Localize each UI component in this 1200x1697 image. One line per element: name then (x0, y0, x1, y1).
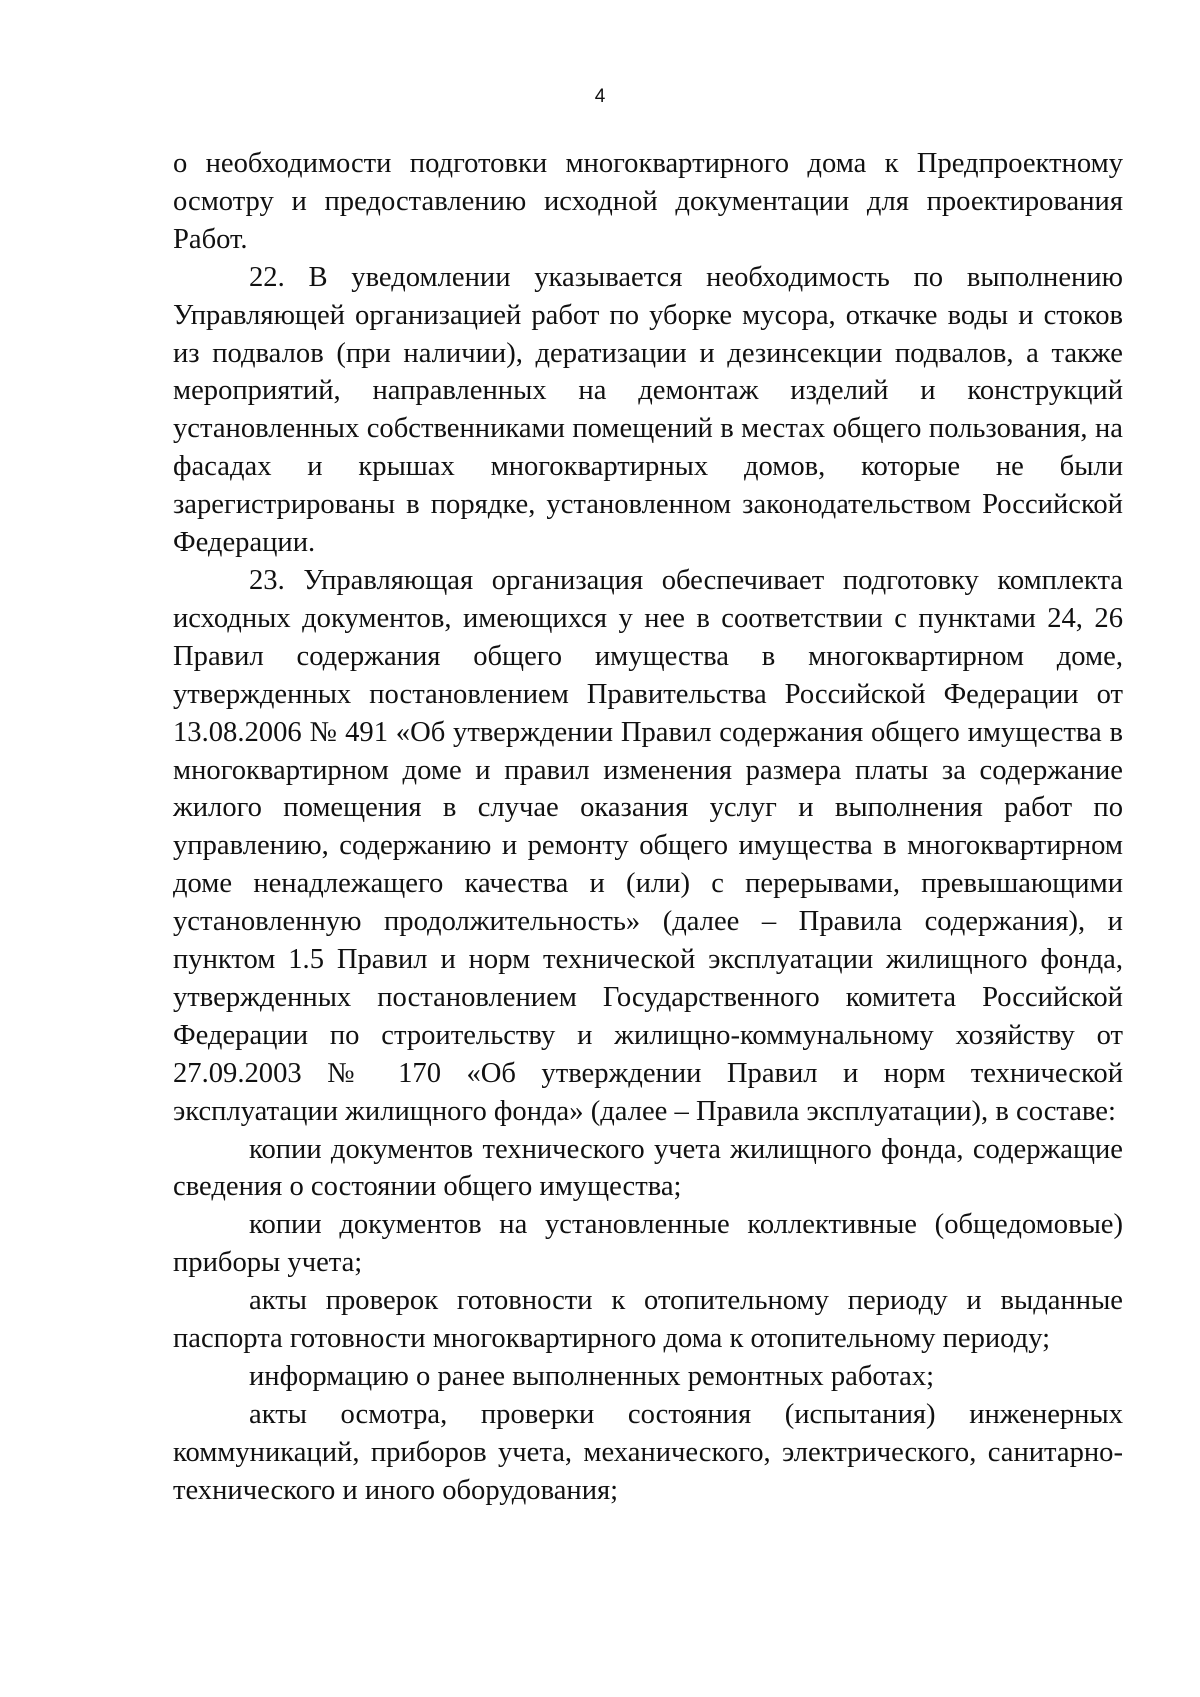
paragraph-continuation: о необходимости подготовки многоквартирного дома к Предпроектному осмотру и предоставлению исходной документации для проектирования Работ. (173, 148, 1123, 255)
page-number: 4 (594, 86, 606, 107)
list-item-inspection-acts: акты осмотра, проверки состояния (испытания) инженерных коммуникаций, приборов учета, механического, электрического, санитарно-технического и иного оборудования; (173, 1398, 1123, 1506)
list-item-technical-records: копии документов технического учета жилищного фонда, содержащие сведения о состоянии общего имущества; (173, 1133, 1123, 1203)
list-item-metering-devices: копии документов на установленные коллективные (общедомовые) приборы учета; (173, 1209, 1123, 1279)
paragraph-clause-23: 23. Управляющая организация обеспечивает подготовку комплекта исходных документов, имеющихся у нее в соответствии с пунктами 24, 26 Правил содержания общего имущества в многоквартирном доме, утвержденных постановлением Правительства Российской Федерации от 13.08.2006 № 491 «Об утверждении Правил содержания общего имущества в многоквартирном доме и правил изменения размера платы за содержание жилого помещения в случае оказания услуг и выполнения работ по управлению, содержанию и ремонту общего имущества в многоквартирном доме ненадлежащего качества и (или) с перерывами, превышающими установленную продолжительность» (далее – Правила содержания), и пунктом 1.5 Правил и норм технической эксплуатации жилищного фонда, утвержденных постановлением Государственного комитета Российской Федерации по строительству и жилищно-коммунальному хозяйству от 27.09.2003 № 170 «Об утверждении Правил и норм технической эксплуатации жилищного фонда» (далее – Правила эксплуатации), в составе: (173, 564, 1123, 1127)
paragraph-clause-22: 22. В уведомлении указывается необходимость по выполнению Управляющей организацией работ по уборке мусора, откачке воды и стоков из подвалов (при наличии), дератизации и дезинсекции подвалов, а также мероприятий, направленных на демонтаж изделий и конструкций установленных собственниками помещений в местах общего пользования, на фасадах и крышах многоквартирных домов, которые не были зарегистрированы в порядке, установленном законодательством Российской Федерации. (173, 261, 1123, 559)
document-body (173, 145, 1123, 1510)
list-item-heating-readiness: акты проверок готовности к отопительному периоду и выданные паспорта готовности многоквартирного дома к отопительному периоду; (173, 1285, 1123, 1355)
list-item-repair-info: информацию о ранее выполненных ремонтных работах; (249, 1361, 935, 1392)
